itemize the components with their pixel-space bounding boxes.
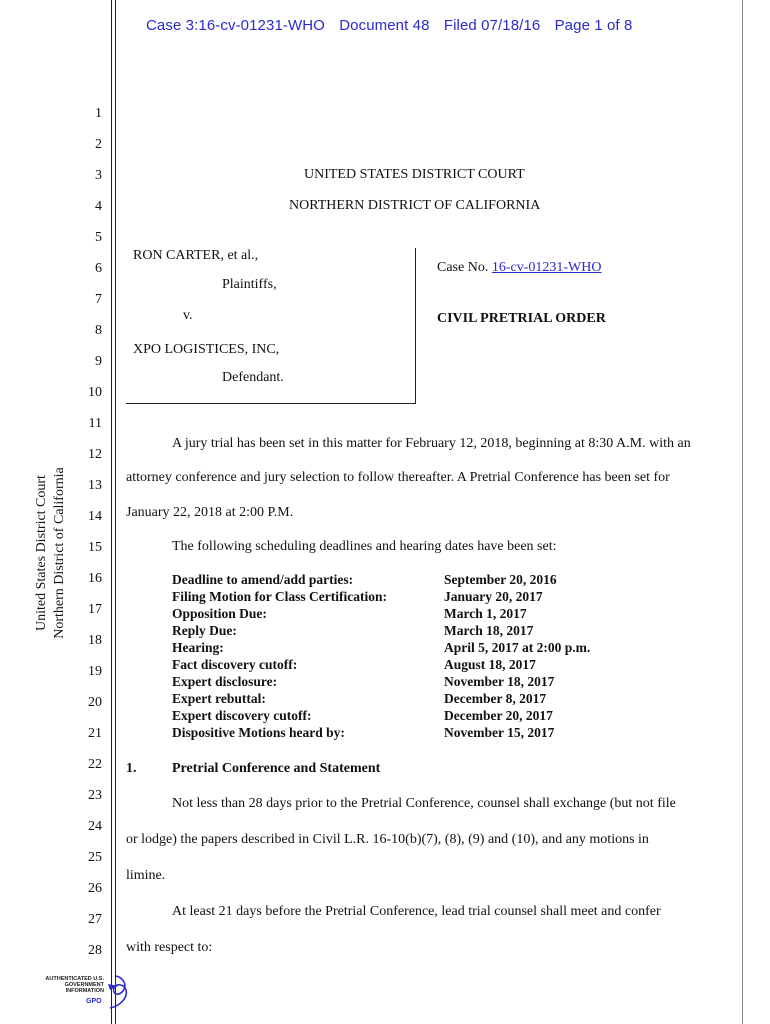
line-number: 27 <box>88 912 102 927</box>
schedule-date: December 20, 2017 <box>444 708 553 723</box>
line-number: 4 <box>95 199 102 214</box>
court-name: UNITED STATES DISTRICT COURT <box>304 167 525 182</box>
intro-line-4: The following scheduling deadlines and hearing dates have been set: <box>172 539 557 554</box>
line-number: 17 <box>88 602 102 617</box>
line-number: 11 <box>88 416 102 431</box>
schedule-label: Filing Motion for Class Certification: <box>172 589 387 604</box>
line-number: 24 <box>88 819 102 834</box>
gpo-authentication-seal <box>42 970 134 1014</box>
page-count-stamp: Page 1 of 8 <box>554 17 633 34</box>
schedule-date: September 20, 2016 <box>444 572 557 587</box>
line-number: 13 <box>88 478 102 493</box>
line-number: 8 <box>95 323 102 338</box>
line-number: 1 <box>95 106 102 121</box>
intro-line-1: A jury trial has been set in this matter for February 12, 2018, beginning at 8:30 A.M. with an <box>172 436 691 451</box>
section-1-p2-line-2: with respect to: <box>126 940 213 955</box>
schedule-label: Expert rebuttal: <box>172 691 266 706</box>
seal-text: AUTHENTICATED U.S. GOVERNMENT INFORMATION <box>45 976 104 994</box>
line-number: 5 <box>95 230 102 245</box>
schedule-label: Opposition Due: <box>172 606 267 621</box>
case-number-label: Case No. <box>437 260 489 275</box>
schedule-date: March 18, 2017 <box>444 623 534 638</box>
line-number: 23 <box>88 788 102 803</box>
seal-gpo-mark: GPO <box>86 998 102 1005</box>
court-sidebar-label <box>33 467 69 638</box>
line-number: 21 <box>88 726 102 741</box>
filed-date-stamp: Filed 07/18/16 <box>443 17 541 34</box>
sidebar-district-name: Northern District of California <box>52 467 67 639</box>
schedule-date: November 18, 2017 <box>444 674 555 689</box>
versus-label: v. <box>183 308 193 323</box>
right-margin-rule <box>742 0 743 1024</box>
line-number: 10 <box>88 385 102 400</box>
line-number: 19 <box>88 664 102 679</box>
schedule-label: Expert discovery cutoff: <box>172 708 312 723</box>
caption-divider-horizontal <box>126 403 416 404</box>
line-number: 3 <box>95 168 102 183</box>
line-number: 20 <box>88 695 102 710</box>
sidebar-court-name: United States District Court <box>34 475 49 631</box>
schedule-date: November 15, 2017 <box>444 725 555 740</box>
section-1-p1-line-1: Not less than 28 days prior to the Pretrial Conference, counsel shall exchange (but not file <box>172 796 676 811</box>
document-number-stamp: Document 48 <box>339 17 430 34</box>
intro-line-3: January 22, 2018 at 2:00 P.M. <box>126 505 294 520</box>
line-number: 26 <box>88 881 102 896</box>
left-margin-rule <box>111 0 112 1024</box>
schedule-label: Dispositive Motions heard by: <box>172 725 345 740</box>
schedule-label: Expert disclosure: <box>172 674 278 689</box>
line-number: 12 <box>88 447 102 462</box>
section-1-number: 1. <box>126 761 137 776</box>
defendant-name: XPO LOGISTICES, INC, <box>133 342 280 357</box>
schedule-label: Fact discovery cutoff: <box>172 657 298 672</box>
section-1-p2-line-1: At least 21 days before the Pretrial Conference, lead trial counsel shall meet and confer <box>172 904 661 919</box>
caption-divider-vertical <box>415 248 416 403</box>
order-title: CIVIL PRETRIAL ORDER <box>437 311 606 326</box>
schedule-date: March 1, 2017 <box>444 606 527 621</box>
line-number: 7 <box>95 292 102 307</box>
schedule-date: December 8, 2017 <box>444 691 547 706</box>
line-number: 2 <box>95 137 102 152</box>
intro-line-2: attorney conference and jury selection to follow thereafter. A Pretrial Conference has been set for <box>126 470 670 485</box>
line-number: 6 <box>95 261 102 276</box>
gpo-eagle-icon <box>102 974 132 1012</box>
section-1-heading: Pretrial Conference and Statement <box>172 761 381 776</box>
line-number: 16 <box>88 571 102 586</box>
left-margin-rule-double <box>115 0 116 1024</box>
schedule-date: August 18, 2017 <box>444 657 536 672</box>
defendant-role: Defendant. <box>222 370 284 385</box>
line-number: 28 <box>88 943 102 958</box>
line-number: 14 <box>88 509 102 524</box>
line-number: 25 <box>88 850 102 865</box>
schedule-date: January 20, 2017 <box>444 589 543 604</box>
ecf-header-stamp <box>146 17 642 34</box>
section-1-p1-line-3: limine. <box>126 868 166 883</box>
case-number-block <box>437 260 601 276</box>
line-number: 15 <box>88 540 102 555</box>
schedule-label: Deadline to amend/add parties: <box>172 572 354 587</box>
plaintiff-name: RON CARTER, et al., <box>133 248 259 263</box>
schedule-label: Hearing: <box>172 640 224 655</box>
section-1-p1-line-2: or lodge) the papers described in Civil L.R. 16-10(b)(7), (8), (9) and (10), and any motions in <box>126 832 649 847</box>
plaintiff-role: Plaintiffs, <box>222 277 277 292</box>
schedule-date: April 5, 2017 at 2:00 p.m. <box>444 640 591 655</box>
case-number-stamp: Case 3:16-cv-01231-WHO <box>146 17 325 34</box>
court-district: NORTHERN DISTRICT OF CALIFORNIA <box>289 198 541 213</box>
line-number: 18 <box>88 633 102 648</box>
line-number: 9 <box>95 354 102 369</box>
schedule-label: Reply Due: <box>172 623 237 638</box>
case-number-link[interactable]: 16-cv-01231-WHO <box>491 260 602 275</box>
line-number: 22 <box>88 757 102 772</box>
